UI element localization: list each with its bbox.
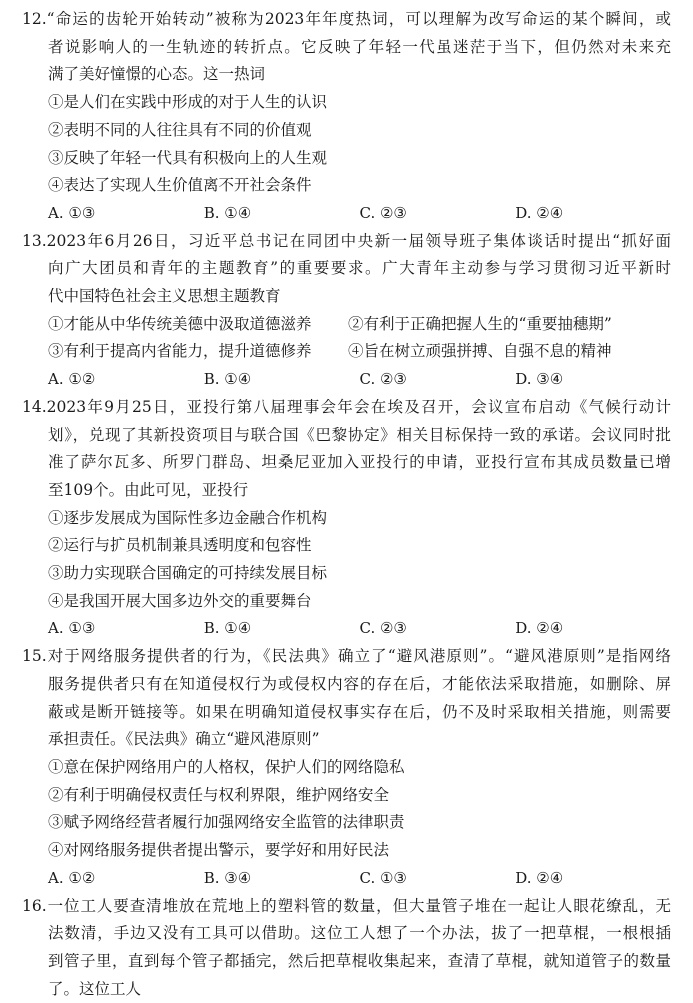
option-b: B. ①④ [204,366,360,394]
answer-options [22,366,671,394]
question-16 [22,893,671,1003]
option-d: D. ②④ [515,615,671,643]
statement: ④对网络服务提供者提出警示，要学好和用好民法 [22,837,671,865]
statement: ③有利于提高内省能力，提升道德修养 [48,338,348,366]
statement: ④旨在树立顽强拼搏、自强不息的精神 [348,338,648,366]
question-12 [22,6,671,228]
question-stem-line: 了。这位工人 [22,976,671,1003]
question-15 [22,643,671,892]
statement: ③反映了年轻一代具有积极向上的人生观 [22,145,671,173]
option-d: D. ②④ [515,200,671,228]
option-c: C. ②③ [360,615,516,643]
question-stem-line: 到管子里，直到每个管子都插完，然后把草棍收集起来，查清了草棍，就知道管子的数量 [22,948,671,976]
question-stem-line: 划》，兑现了其新投资项目与联合国《巴黎协定》相关目标保持一致的承诺。会议同时批 [22,422,671,450]
question-stem-line: 15.对于网络服务提供者的行为，《民法典》确立了“避风港原则”。“避风港原则”是指网络 [22,643,671,671]
question-stem-line: 13.2023年6月26日，习近平总书记在同团中央新一届领导班子集体谈话时提出“抓好面 [22,228,671,256]
statement: ②运行与扩员机制兼具透明度和包容性 [22,532,671,560]
statement-row [22,338,671,366]
statement: ①意在保护网络用户的人格权，保护人们的网络隐私 [22,754,671,782]
question-stem-line: 至109个。由此可见，亚投行 [22,477,671,505]
question-stem-line: 法数清，手边又没有工具可以借助。这位工人想了一个办法，拔了一把草棍，一根根插 [22,920,671,948]
question-stem-line: 12.“命运的齿轮开始转动”被称为2023年年度热词，可以理解为改写命运的某个瞬间，或 [22,6,671,34]
question-stem-line: 16.一位工人要查清堆放在荒地上的塑料管的数量，但大量管子堆在一起让人眼花缭乱，无 [22,893,671,921]
statement: ①逐步发展成为国际性多边金融合作机构 [22,505,671,533]
question-stem-line: 者说影响人的一生轨迹的转折点。它反映了年轻一代虽迷茫于当下，但仍然对未来充 [22,34,671,62]
statement: ②有利于正确把握人生的“重要抽穗期” [348,311,648,339]
statement: ③赋予网络经营者履行加强网络安全监管的法律职责 [22,809,671,837]
question-stem-line: 向广大团员和青年的主题教育”的重要要求。广大青年主动参与学习贯彻习近平新时 [22,255,671,283]
option-c: C. ①③ [360,865,516,893]
option-d: D. ③④ [515,366,671,394]
option-b: B. ①④ [204,200,360,228]
option-a: A. ①② [48,366,204,394]
answer-options [22,615,671,643]
question-stem-line: 蔽或是断开链接等。如果在明确知道侵权事实存在后，仍不及时采取相关措施，则需要 [22,699,671,727]
option-b: B. ③④ [204,865,360,893]
statement-row [22,311,671,339]
question-stem-line: 服务提供者只有在知道侵权行为或侵权内容的存在后，才能依法采取措施，如删除、屏 [22,671,671,699]
question-stem-line: 满了美好憧憬的心态。这一热词 [22,61,671,89]
statement: ①是人们在实践中形成的对于人生的认识 [22,89,671,117]
question-stem-line: 代中国特色社会主义思想主题教育 [22,283,671,311]
statement: ③助力实现联合国确定的可持续发展目标 [22,560,671,588]
question-stem-line: 准了萨尔瓦多、所罗门群岛、坦桑尼亚加入亚投行的申请，亚投行宣布其成员数量已增 [22,449,671,477]
statement: ④表达了实现人生价值离不开社会条件 [22,172,671,200]
option-d: D. ②④ [515,865,671,893]
option-c: C. ②③ [360,200,516,228]
question-14 [22,394,671,643]
option-a: A. ①③ [48,615,204,643]
statement: ②表明不同的人往往具有不同的价值观 [22,117,671,145]
statement: ①才能从中华传统美德中汲取道德滋养 [48,311,348,339]
option-a: A. ①③ [48,200,204,228]
statement: ②有利于明确侵权责任与权利界限，维护网络安全 [22,782,671,810]
question-13 [22,228,671,394]
answer-options [22,865,671,893]
question-stem-line: 14.2023年9月25日，亚投行第八届理事会年会在埃及召开，会议宣布启动《气候行动计 [22,394,671,422]
answer-options [22,200,671,228]
option-c: C. ②③ [360,366,516,394]
option-a: A. ①② [48,865,204,893]
option-b: B. ①④ [204,615,360,643]
question-stem-line: 承担责任。《民法典》确立“避风港原则” [22,726,671,754]
statement: ④是我国开展大国多边外交的重要舞台 [22,588,671,616]
